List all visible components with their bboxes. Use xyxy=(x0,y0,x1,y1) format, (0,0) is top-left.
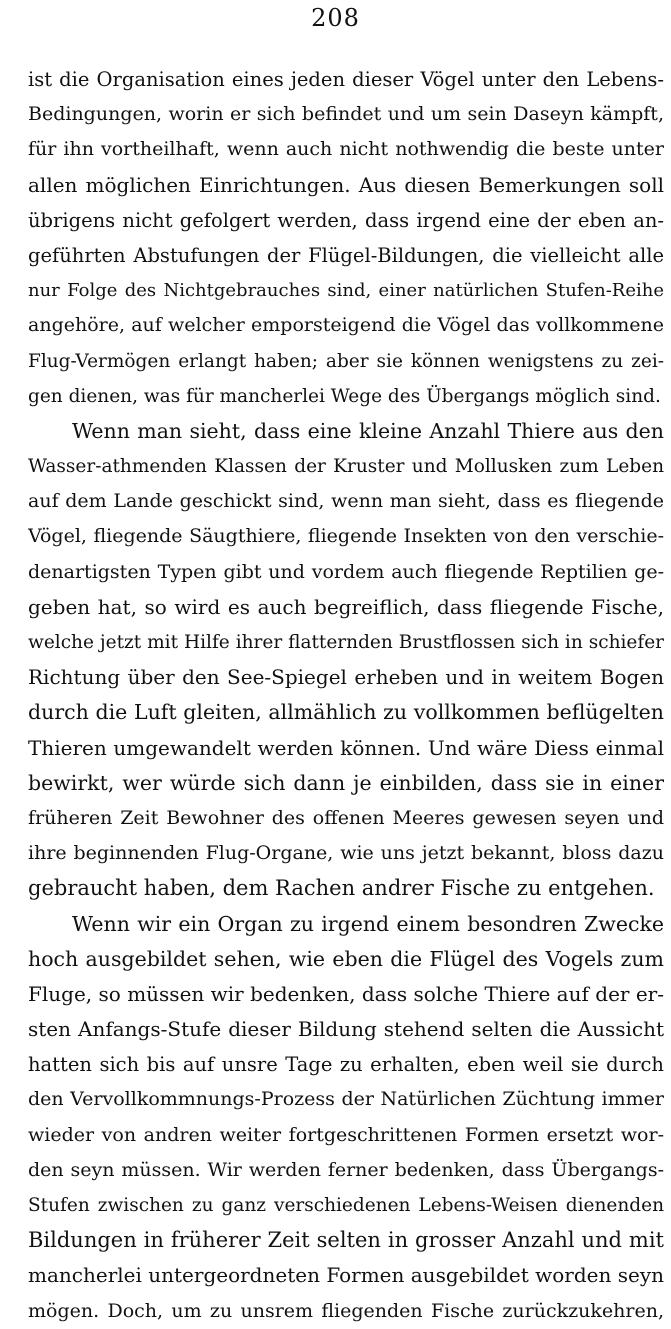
text-line: geführten Abstufungen der Flügel-Bildungen, die vielleicht alle xyxy=(28,243,664,267)
text-line: gen dienen, was für mancherlei Wege des Übergangs möglich sind. xyxy=(28,385,661,407)
text-line: allen möglichen Einrichtungen. Aus diesen Bemerkungen soll xyxy=(28,172,664,197)
text-line: Thieren umgewandelt werden können. Und wäre Diess einmal xyxy=(28,735,664,760)
text-line: Flug-Vermögen erlangt haben; aber sie können wenigstens zu zei- xyxy=(28,350,664,372)
text-line: auf dem Lande geschickt sind, wenn man sieht, dass es fliegende xyxy=(28,490,664,513)
text-line: mancherlei untergeordneten Formen ausgebildet worden seyn xyxy=(28,1263,664,1288)
body-text xyxy=(28,62,664,1329)
text-line: Bildungen in früherer Zeit selten in grosser Anzahl und mit xyxy=(28,1228,664,1253)
text-line: den Vervollkommnungs-Prozess der Natürlichen Züchtung immer xyxy=(28,1088,664,1111)
text-line: angehöre, auf welcher emporsteigend die Vögel das vollkommene xyxy=(28,314,664,337)
text-line: sten Anfangs-Stufe dieser Bildung stehend selten die Aussicht xyxy=(28,1017,664,1042)
text-line: Richtung über den See-Spiegel erheben und in weitem Bogen xyxy=(28,665,664,690)
text-line: übrigens nicht gefolgert werden, dass irgend eine der eben an- xyxy=(28,208,664,232)
text-line: welche jetzt mit Hilfe ihrer flatternden Brustflossen sich in schiefer xyxy=(28,632,664,653)
page-number: 208 xyxy=(311,4,360,32)
text-line: geben hat, so wird es auch begreiflich, dass fliegende Fische, xyxy=(28,594,664,619)
text-line: hatten sich bis auf unsre Tage zu erhalten, eben weil sie durch xyxy=(28,1053,664,1077)
text-line: für ihn vortheilhaft, wenn auch nicht nothwendig die beste unter xyxy=(28,138,664,161)
text-line: hoch ausgebildet sehen, wie eben die Flügel des Vogels zum xyxy=(28,946,664,971)
text-line: Wenn wir ein Organ zu irgend einem besondren Zwecke xyxy=(72,911,664,936)
text-line: gebraucht haben, dem Rachen andrer Fische zu entgehen. xyxy=(28,876,655,901)
text-line: ist die Organisation eines jeden dieser Vögel unter den Lebens- xyxy=(28,68,664,91)
text-line: Fluge, so müssen wir bedenken, dass solche Thiere auf der er- xyxy=(28,981,664,1006)
text-line: Vögel, fliegende Säugthiere, fliegende Insekten von den verschie- xyxy=(28,525,664,548)
text-line: bewirkt, wer würde sich dann je einbilden, dass sie in einer xyxy=(28,770,664,795)
text-line: ihre beginnenden Flug-Organe, wie uns jetzt bekannt, bloss dazu xyxy=(28,842,664,865)
text-line: Stufen zwischen zu ganz verschiedenen Lebens-Weisen dienenden xyxy=(28,1195,664,1216)
text-line: früheren Zeit Bewohner des offenen Meeres gewesen seyen und xyxy=(28,806,664,829)
text-line: mögen. Doch, um zu unsrem fliegenden Fische zurückzukehren, xyxy=(28,1299,664,1322)
text-line: denartigsten Typen gibt und vordem auch fliegende Reptilien ge- xyxy=(28,560,664,583)
text-line: Wenn man sieht, dass eine kleine Anzahl Thiere aus den xyxy=(72,418,664,443)
text-line: nur Folge des Nichtgebrauches sind, einer natürlichen Stufen-Reihe xyxy=(28,280,664,302)
text-line: Bedingungen, worin er sich befindet und um sein Daseyn kämpft, xyxy=(28,103,664,126)
text-line: den seyn müssen. Wir werden ferner bedenken, dass Übergangs- xyxy=(28,1158,664,1181)
text-line: Wasser-athmenden Klassen der Kruster und Mollusken zum Leben xyxy=(28,456,664,478)
text-line: wieder von andren weiter fortgeschrittenen Formen ersetzt wor- xyxy=(28,1123,664,1146)
text-line: durch die Luft gleiten, allmählich zu vollkommen beflügelten xyxy=(28,700,664,725)
